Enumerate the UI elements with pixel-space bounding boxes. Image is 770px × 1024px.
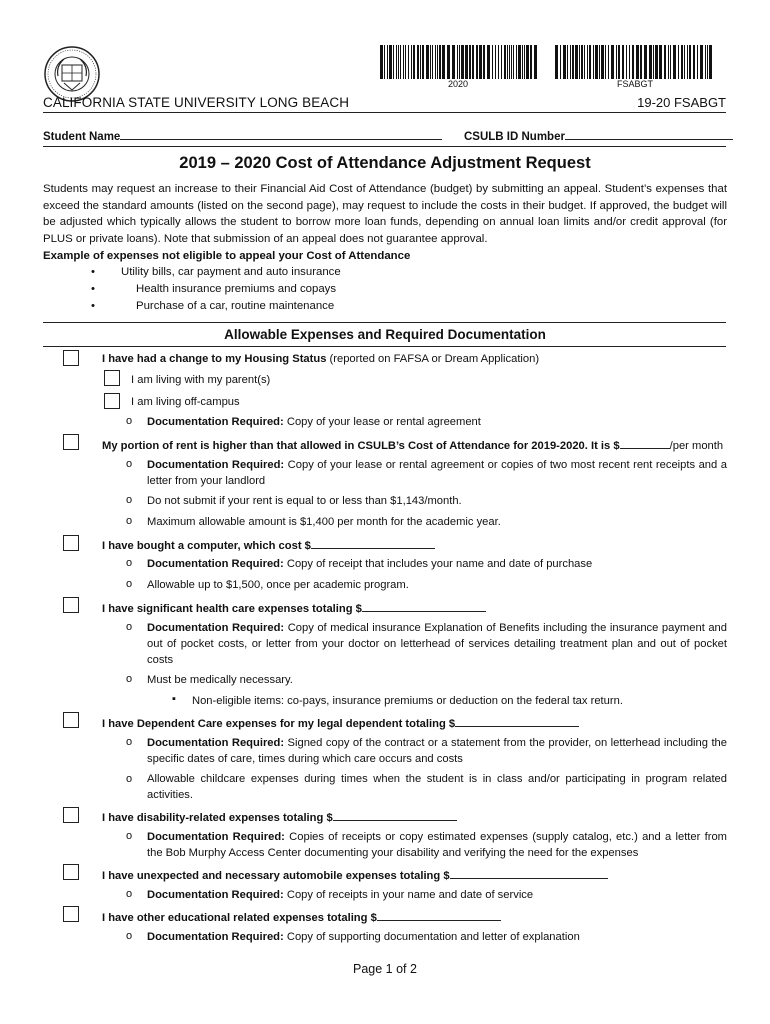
dependent-care-amount-input[interactable] — [455, 714, 579, 727]
rent-note-2: Maximum allowable amount is $1,400 per month for the academic year. — [147, 516, 501, 528]
other-educational-amount-input[interactable] — [377, 908, 501, 921]
other-educational-label: I have other educational related expenses totaling $ — [102, 908, 501, 926]
automobile-label: I have unexpected and necessary automobile expenses totaling $ — [102, 866, 608, 884]
circle-bullet-icon: o — [126, 494, 133, 506]
health-amount-input[interactable] — [362, 599, 486, 612]
intro-paragraph: Students may request an increase to their Financial Aid Cost of Attendance (budget) by submitting an appeal. Student’s expenses that exceed the standard amounts (listed on the second page), may request to include the costs in their budget. If approved, the budget will be adjusted which typically allows the student to borrow more loan funds, depending on annual loan limits and/or credit approval (for PLUS or private loans). Note that submission of an appeal does not guarantee approval. — [43, 183, 727, 245]
health-doc: Documentation Required: Copy of medical insurance Explanation of Benefits including the insurance payment and out of pocket costs, or letter from your doctor on letterhead of services detailing treatment plan and out of pocket costs — [147, 622, 727, 666]
student-id-label: CSULB ID Number — [464, 131, 565, 143]
automobile-amount-input[interactable] — [450, 866, 608, 879]
health-checkbox[interactable] — [63, 597, 79, 613]
square-bullet-icon: ▪ — [172, 693, 176, 705]
form-page: 2020 FSABGT CALIFORNIA STATE UNIVERSITY LONG BEACH 19-20 FSABGT Student Name CSULB ID Number 2019 – 2020 Cost of Attendance Adjustment Request Students may request an increase to their Financial Aid Cost of Attendance (budget) by submitting an appeal. Student’s expenses that exceed the standard amounts (listed on the second page), may request to include the costs in their budget. If approved, the budget will be adjusted which typically allows the student to borrow more loan funds, depending on annual loan limits and/or credit approval (for PLUS or private loans). Note that submission of an appeal does not guarantee approval. Example of expenses not eligible to appeal your Cost of Attendance • Utility bills, car payment and auto insurance • Health insurance premiums and copays • Purchase of a car, routine maintenance Allowable Expenses and Required Documentation I have had a change to my Housing Status (reported on FAFSA or Dream Application) I am living with my parent(s) I am living off-campus o Documentation Required: Copy of your lease or rental agreement My portion of rent is higher than that allowed in CSULB’s Cost of Attendance for 2019-2020. It is $ /per month o Documentation Required: Copy of your lease or rental agreement or copies of two most recent rent receipts and a letter from your landlord o Do not submit if your rent is equal to or less than $1,143/month. o Maximum allowable amount is $1,400 per month for the academic year. I have bought a computer, which cost $ o Documentation Required: Copy of receipt that includes your name and date of purchase o Allowable up to $1,500, once per academic program. I have significant health care expenses totaling $ o Documentation Required: Copy of medical insurance Explanation of Benefits including the insurance payment and out of pocket costs, or letter from your doctor on letterhead of services detailing treatment plan and out of pocket costs o Must be medically necessary. ▪ Non-eligible items: co-pays, insurance premiums or deduction on the federal tax return. I have Dependent Care expenses for my legal dependent totaling $ o Documentation Required: Signed copy of the contract or a statement from the provider, on letterhead including the specific dates of care, times during which care occurs and costs o Allowable childcare expenses during times when the student is in class and/or participating in program related activities. I have disability-related expenses totaling $ o Documentation Required: Copies of receipts or copy estimated expenses (supply catalog, etc.) and a letter from the Bob Murphy Access Center documenting your disability and verifying the need for the expenses I have unexpected and necessary automobile expenses totaling $ o Documentation Required: Copy of receipts in your name and date of service I have other educational related expenses totaling $ o Documentation Required: Copy of supporting documentation and letter of explanation Page 1 of 2 — [0, 0, 770, 1024]
section-title: Allowable Expenses and Required Documentation — [224, 327, 546, 342]
other-educational-checkbox[interactable] — [63, 906, 79, 922]
circle-bullet-icon: o — [126, 888, 133, 900]
barcode-1-label: 2020 — [448, 79, 469, 89]
circle-bullet-icon: o — [126, 673, 133, 685]
circle-bullet-icon: o — [126, 557, 133, 569]
dependent-care-label: I have Dependent Care expenses for my legal dependent totaling $ — [102, 714, 579, 732]
university-name: CALIFORNIA STATE UNIVERSITY LONG BEACH — [43, 95, 350, 110]
barcode-2-icon — [555, 45, 715, 79]
section-rule-top — [43, 322, 726, 323]
computer-amount-input[interactable] — [311, 536, 435, 549]
housing-checkbox[interactable] — [63, 350, 79, 366]
computer-doc: Documentation Required: Copy of receipt that includes your name and date of purchase — [147, 558, 593, 570]
page-number: Page 1 of 2 — [353, 962, 417, 976]
barcode-1-icon — [380, 45, 537, 79]
circle-bullet-icon: o — [126, 578, 133, 590]
disability-checkbox[interactable] — [63, 807, 79, 823]
living-off-campus-label: I am living off-campus — [131, 396, 240, 408]
student-name-label: Student Name — [43, 131, 121, 143]
circle-bullet-icon: o — [126, 415, 133, 427]
student-name-input[interactable] — [120, 127, 442, 140]
housing-doc: Documentation Required: Copy of your lease or rental agreement — [147, 416, 481, 428]
dependent-care-doc: Documentation Required: Signed copy of the contract or a statement from the provider, on letterhead including the specific dates of care, times during which care occurs and costs — [147, 737, 727, 765]
circle-bullet-icon: o — [126, 458, 133, 470]
bullet-icon: • — [91, 266, 95, 278]
disability-label: I have disability-related expenses totaling $ — [102, 808, 457, 826]
rent-checkbox[interactable] — [63, 434, 79, 450]
living-with-parents-label: I am living with my parent(s) — [131, 374, 271, 386]
other-educational-doc: Documentation Required: Copy of supporting documentation and letter of explanation — [147, 931, 580, 943]
university-seal-icon — [44, 46, 100, 102]
student-id-input[interactable] — [565, 127, 733, 140]
header-rule — [43, 112, 726, 113]
dependent-care-checkbox[interactable] — [63, 712, 79, 728]
computer-note: Allowable up to $1,500, once per academic program. — [147, 579, 409, 591]
rent-amount-input[interactable] — [620, 436, 670, 449]
examples-heading: Example of expenses not eligible to appeal your Cost of Attendance — [43, 250, 411, 262]
automobile-doc: Documentation Required: Copy of receipts in your name and date of service — [147, 889, 534, 901]
barcode-2-label: FSABGT — [617, 79, 654, 89]
circle-bullet-icon: o — [126, 773, 133, 785]
health-label: I have significant health care expenses totaling $ — [102, 599, 486, 617]
form-code: 19-20 FSABGT — [637, 95, 726, 110]
fields-rule — [43, 146, 726, 147]
disability-doc: Documentation Required: Copies of receipts or copy estimated expenses (supply catalog, etc.) and a letter from the Bob Murphy Access Center documenting your disability and verifying the need for the expenses — [147, 831, 727, 859]
circle-bullet-icon: o — [126, 736, 133, 748]
circle-bullet-icon: o — [126, 515, 133, 527]
health-note: Must be medically necessary. — [147, 674, 293, 686]
bullet-icon: • — [91, 300, 95, 312]
circle-bullet-icon: o — [126, 621, 133, 633]
circle-bullet-icon: o — [126, 930, 133, 942]
computer-checkbox[interactable] — [63, 535, 79, 551]
rent-doc: Documentation Required: Copy of your lease or rental agreement or copies of two most recent rent receipts and a letter from your landlord — [147, 459, 727, 487]
living-with-parents-checkbox[interactable] — [104, 370, 120, 386]
page-title: 2019 – 2020 Cost of Attendance Adjustment Request — [179, 154, 591, 172]
circle-bullet-icon: o — [126, 830, 133, 842]
computer-label: I have bought a computer, which cost $ — [102, 536, 435, 554]
housing-label: I have had a change to my Housing Status (reported on FAFSA or Dream Application) — [102, 353, 540, 365]
dependent-care-note: Allowable childcare expenses during times when the student is in class and/or participating in program related activities. — [147, 773, 727, 801]
living-off-campus-checkbox[interactable] — [104, 393, 120, 409]
rent-label: My portion of rent is higher than that allowed in CSULB’s Cost of Attendance for 2019-2020. It is $ /per month — [102, 436, 723, 454]
automobile-checkbox[interactable] — [63, 864, 79, 880]
student-id-field — [464, 127, 733, 143]
section-rule-bottom — [43, 346, 726, 347]
disability-amount-input[interactable] — [333, 808, 457, 821]
student-name-field — [43, 127, 442, 143]
health-sub-note: Non-eligible items: co-pays, insurance premiums or deduction on the federal tax return. — [192, 695, 623, 707]
rent-note-1: Do not submit if your rent is equal to or less than $1,143/month. — [147, 495, 462, 507]
bullet-icon: • — [91, 283, 95, 295]
